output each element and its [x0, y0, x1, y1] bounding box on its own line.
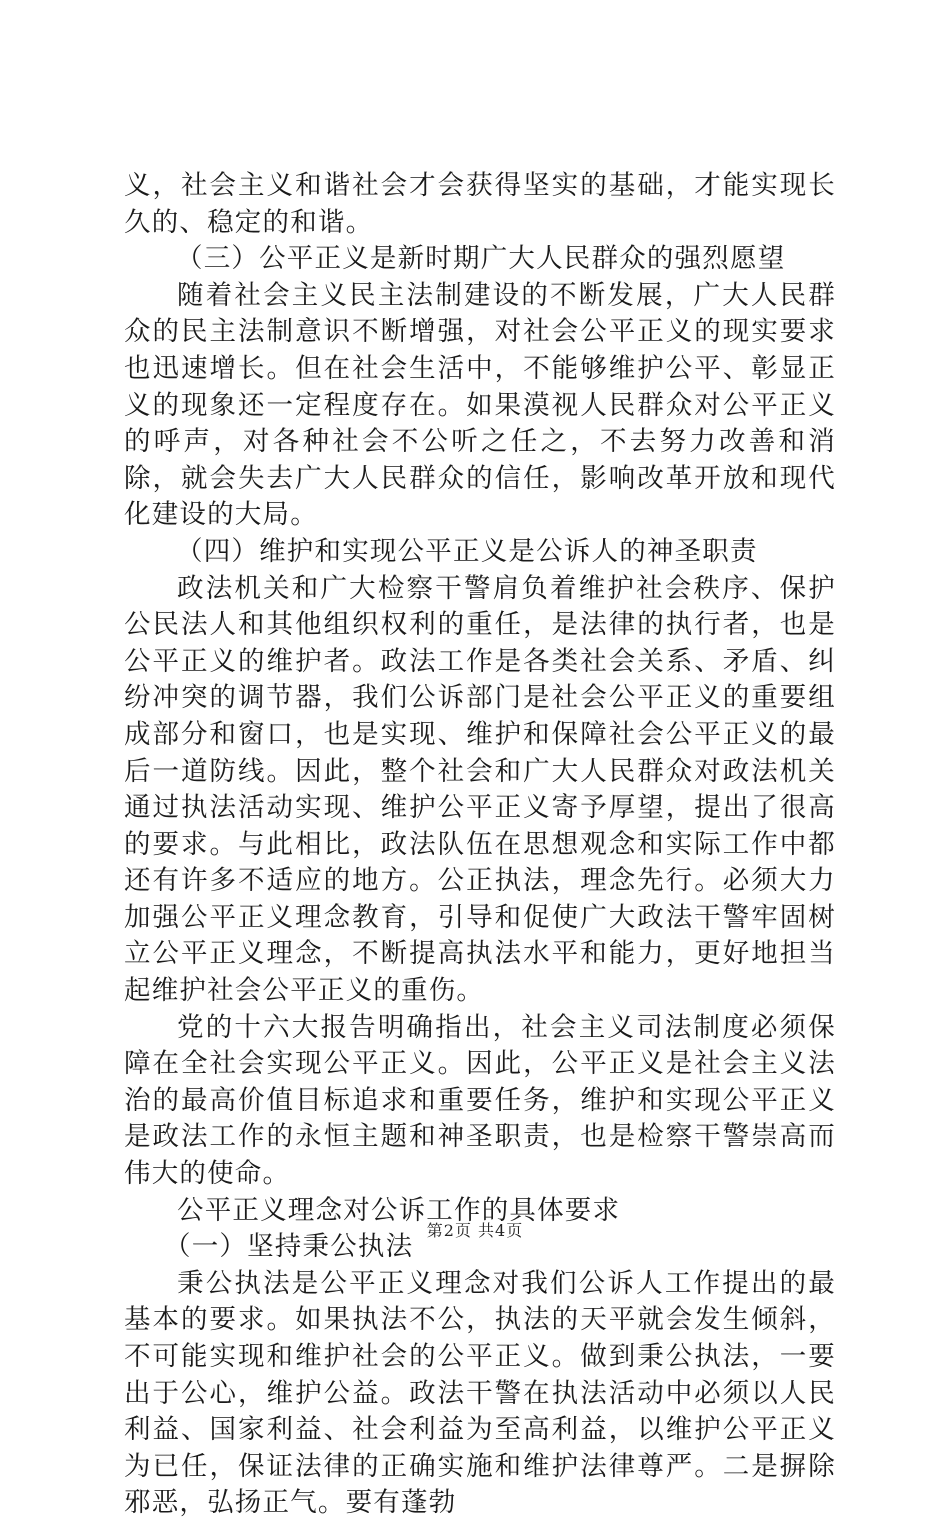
paragraph: 秉公执法是公平正义理念对我们公诉人工作提出的最基本的要求。如果执法不公，执法的天平就会发生倾斜，不可能实现和维护社会的公平正义。做到秉公执法，一要出于公心，维护公益。政法干警在执法活动中必须以人民利益、国家利益、社会利益为至高利益，以维护公平正义为已任，保证法律的正确实施和维护法律尊严。二是摒除邪恶，弘扬正气。要有蓬勃 — [124, 1267, 836, 1519]
paragraph: 政法机关和广大检察干警肩负着维护社会秩序、保护公民法人和其他组织权利的重任，是法律的执行者，也是公平正义的维护者。政法工作是各类社会关系、矛盾、纠纷冲突的调节器，我们公诉部门是社会公平正义的重要组成部分和窗口，也是实现、维护和保障社会公平正义的最后一道防线。因此，整个社会和广大人民群众对政法机关通过执法活动实现、维护公平正义寄予厚望，提出了很高的要求。与此相比，政法队伍在思想观念和实际工作中都还有许多不适应的地方。公正执法，理念先行。必须大力加强公平正义理念教育，引导和促使广大政法干警牢固树立公平正义理念，不断提高执法水平和能力，更好地担当起维护社会公平正义的重伤。 — [124, 572, 836, 1007]
paragraph: 党的十六大报告明确指出，社会主义司法制度必须保障在全社会实现公平正义。因此，公平正义是社会主义法治的最高价值目标追求和重要任务，维护和实现公平正义是政法工作的永恒主题和神圣职责，也是检察干警崇高而伟大的使命。 — [124, 1011, 836, 1190]
paragraph: 随着社会主义民主法制建设的不断发展，广大人民群众的民主法制意识不断增强，对社会公平正义的现实要求也迅速增长。但在社会生活中，不能够维护公平、彰显正义的现象还一定程度存在。如果漠视人民群众对公平正义的呼声，对各种社会不公听之任之，不去努力改善和消除，就会失去广大人民群众的信任，影响改革开放和现代化建设的大局。 — [124, 279, 836, 531]
section-heading-4: （四）维护和实现公平正义是公诉人的神圣职责 — [176, 535, 758, 567]
paragraph-continuation: 义，社会主义和谐社会才会获得坚实的基础，才能实现长久的、稳定的和谐。 — [124, 170, 836, 238]
document-body — [124, 168, 836, 1522]
section-heading-1: （一）坚持秉公执法 — [164, 1231, 414, 1263]
section-heading-3: （三）公平正义是新时期广大人民群众的强烈愿望 — [176, 243, 786, 275]
section-title: 公平正义理念对公诉工作的具体要求 — [177, 1194, 621, 1226]
page-footer: 第2页 共4页 — [426, 1221, 524, 1240]
